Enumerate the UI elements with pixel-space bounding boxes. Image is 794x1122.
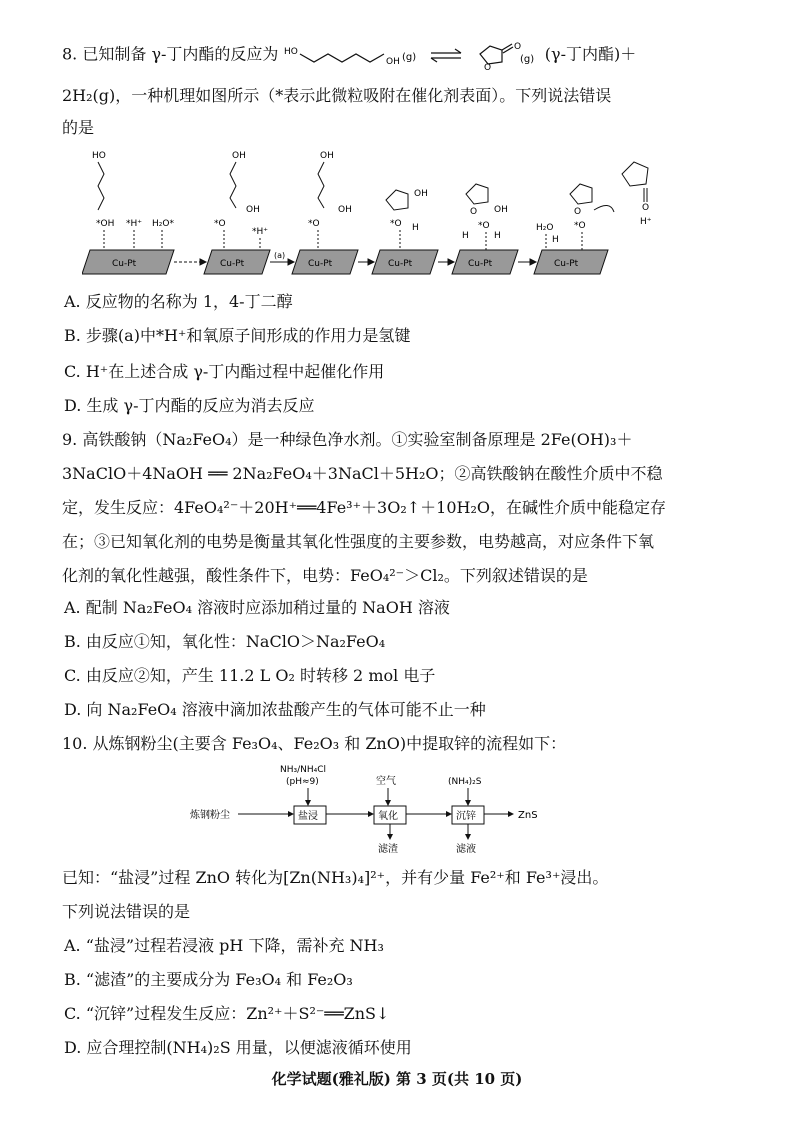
flow-box3-label: 沉锌 (456, 811, 476, 822)
q8-line1 (62, 40, 636, 70)
reactant-ho: HO (283, 47, 298, 57)
s1-h2o: H₂O* (152, 219, 174, 229)
step-a-label: (a) (274, 251, 286, 260)
s6-h: H (552, 235, 559, 245)
phase-g2: (g) (519, 54, 534, 65)
flow-reagent3: (NH₄)₂S (448, 777, 482, 787)
flow-out3: 滤液 (456, 844, 476, 855)
q8-line3: 的是 (62, 118, 95, 137)
stage-6 (536, 184, 614, 250)
catalyst-label-2: Cu-Pt (220, 259, 245, 269)
mechanism-diagram (82, 150, 712, 280)
flow-start: 炼钢粉尘 (190, 810, 230, 821)
flow-reagent2: 空气 (376, 776, 396, 787)
catalyst-plate-4 (372, 250, 438, 274)
q8-option-a: A. 反应物的名称为 1，4-丁二醇 (64, 292, 293, 311)
q8-option-d: D. 生成 γ-丁内酯的反应为消去反应 (64, 396, 315, 415)
s3-o: *O (308, 219, 320, 229)
stage-4 (386, 189, 428, 250)
q8-line1-post: (γ-丁内酯)＋ (544, 44, 637, 64)
q10-option-b: B. “滤渣”的主要成分为 Fe₃O₄ 和 Fe₂O₃ (64, 970, 353, 989)
s6-h2o: H₂O (536, 223, 554, 233)
s4-oh: OH (414, 189, 428, 199)
q8-line1-pre: 8. 已知制备 γ-丁内酯的反应为 (62, 44, 279, 64)
flow-out2: 滤渣 (378, 844, 398, 855)
s5-ostar: *O (478, 221, 490, 231)
s6-o: *O (574, 221, 586, 231)
s7-o: O (642, 203, 650, 213)
q9-line5: 化剂的氧化性越强，酸性条件下，电势：FeO₄²⁻＞Cl₂。下列叙述错误的是 (62, 566, 588, 585)
q9-line1: 9. 高铁酸钠（Na₂FeO₄）是一种绿色净水剂。①实验室制备原理是 2Fe(OH)₃＋ (62, 430, 633, 449)
s6-o2: O (574, 207, 582, 217)
butanediol-structure (284, 42, 424, 68)
s3-oh-top: OH (320, 151, 334, 161)
s5-h: H (462, 231, 469, 241)
stage-3 (308, 151, 352, 250)
lactone-o-carbonyl: O (513, 42, 521, 52)
catalyst-plate-1 (82, 250, 174, 274)
q8-option-c: C. H⁺在上述合成 γ-丁内酯过程中起催化作用 (64, 362, 385, 381)
s2-o: *O (214, 219, 226, 229)
flow-reagent1-b: (pH≈9) (286, 777, 319, 787)
s2-h: *H⁺ (252, 227, 269, 237)
q9-line2: 3NaClO＋4NaOH ══ 2Na₂FeO₄＋3NaCl＋5H₂O；②高铁酸钠在酸性介质中不稳 (62, 464, 663, 483)
catalyst-plate-6 (534, 250, 608, 274)
q10-title: 10. 从炼钢粉尘(主要含 Fe₃O₄、Fe₂O₃ 和 ZnO)中提取锌的流程如下： (62, 734, 567, 753)
lactone-structure (470, 40, 540, 70)
s7-h: H⁺ (640, 217, 652, 227)
zinc-flowchart (190, 760, 550, 855)
q10-option-d: D. 应合理控制(NH₄)₂S 用量，以便滤液循环使用 (64, 1038, 412, 1057)
stage-7 (622, 162, 652, 227)
q8-option-b: B. 步骤(a)中*H⁺和氧原子间形成的作用力是氢键 (64, 326, 411, 345)
s4-h: H (412, 223, 419, 233)
flow-box2-label: 氧化 (378, 811, 398, 822)
flow-box1-label: 盐浸 (298, 811, 318, 822)
s1-oh: *OH (96, 219, 115, 229)
stage-5 (462, 184, 508, 250)
catalyst-plate-5 (452, 250, 518, 274)
s2-oh-top: OH (232, 151, 246, 161)
lactone-o-ring: O (483, 63, 491, 70)
catalyst-label-6: Cu-Pt (554, 259, 579, 269)
q9-option-a: A. 配制 Na₂FeO₄ 溶液时应添加稍过量的 NaOH 溶液 (64, 598, 450, 617)
q9-line4: 在；③已知氧化剂的电势是衡量其氧化性强度的主要参数，电势越高，对应条件下氧 (62, 532, 655, 551)
reactant-oh: OH (385, 57, 400, 67)
catalyst-label-4: Cu-Pt (388, 259, 413, 269)
s5-oh: OH (494, 205, 508, 215)
q10-question: 下列说法错误的是 (62, 902, 191, 921)
stage-1 (92, 151, 174, 250)
q9-option-b: B. 由反应①知，氧化性：NaClO＞Na₂FeO₄ (64, 632, 386, 651)
q10-option-a: A. “盐浸”过程若浸液 pH 下降，需补充 NH₃ (64, 936, 384, 955)
catalyst-label-1: Cu-Pt (112, 259, 137, 269)
q9-option-d: D. 向 Na₂FeO₄ 溶液中滴加浓盐酸产生的气体可能不止一种 (64, 700, 486, 719)
stage-2 (214, 151, 268, 250)
phase-g1: (g) (401, 52, 416, 63)
catalyst-label-3: Cu-Pt (308, 259, 333, 269)
q9-line3: 定，发生反应：4FeO₄²⁻＋20H⁺══4Fe³⁺＋3O₂↑＋10H₂O，在碱性介质中能稳定存 (62, 498, 666, 517)
page-footer: 化学试题(雅礼版) 第 3 页(共 10 页) (271, 1070, 523, 1088)
catalyst-plate-3 (292, 250, 358, 274)
flow-reagent1-a: NH₃/NH₄Cl (280, 765, 327, 775)
flow-end: ZnS (518, 810, 538, 821)
catalyst-plate-2 (204, 250, 270, 274)
q10-known: 已知：“盐浸”过程 ZnO 转化为[Zn(NH₃)₄]²⁺，并有少量 Fe²⁺和 Fe³⁺浸出。 (62, 868, 609, 887)
equilibrium-arrow (429, 45, 465, 65)
s4-o: *O (390, 219, 402, 229)
q10-option-c: C. “沉锌”过程发生反应：Zn²⁺＋S²⁻══ZnS↓ (64, 1004, 390, 1023)
q9-option-c: C. 由反应②知，产生 11.2 L O₂ 时转移 2 mol 电子 (64, 666, 436, 685)
s3-oh: OH (338, 205, 352, 215)
catalyst-label-5: Cu-Pt (468, 259, 493, 269)
s5-o: O (470, 207, 478, 217)
s5-h2: H (494, 231, 501, 241)
s1-ho: HO (92, 151, 106, 161)
s1-h: *H⁺ (126, 219, 143, 229)
s2-oh: OH (246, 205, 260, 215)
q8-line2: 2H₂(g)，一种机理如图所示（*表示此微粒吸附在催化剂表面）。下列说法错误 (62, 86, 612, 105)
